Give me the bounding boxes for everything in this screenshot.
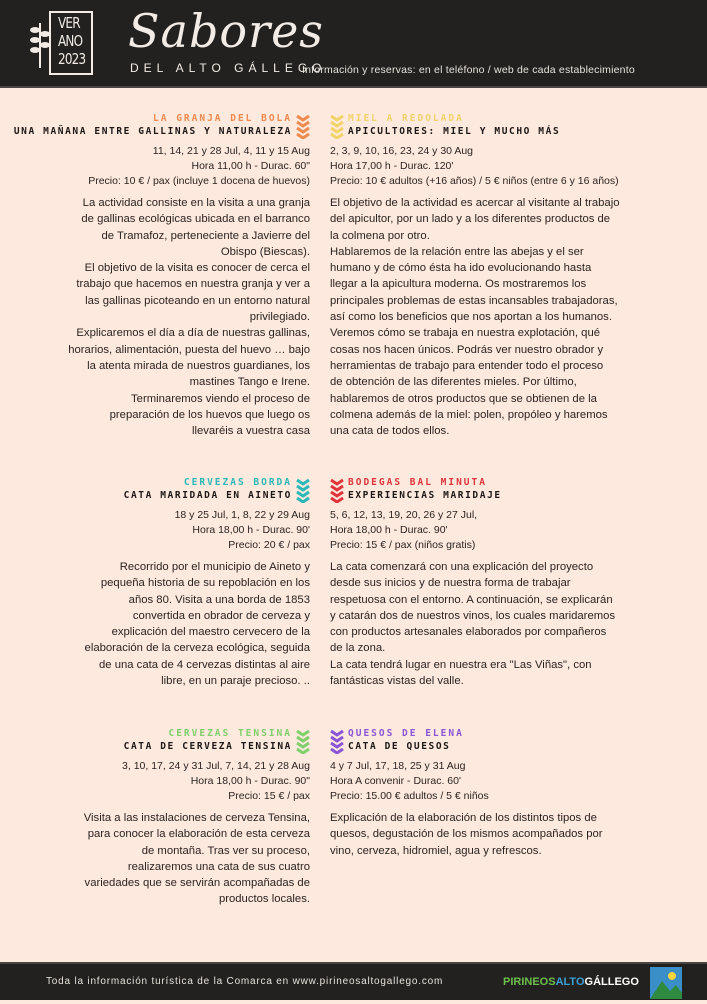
activity-details: 18 y 25 Jul, 1, 8, 22 y 29 Aug Hora 18,00 h - Durac. 90' Precio: 20 € / pax (174, 509, 310, 551)
wheat-icon (296, 113, 310, 139)
activity-brand: QUESOS DE ELENA (348, 728, 464, 739)
activity-brand: LA GRANJA DEL BOLA (153, 113, 292, 124)
activity-details: 2, 3, 9, 10, 16, 23, 24 y 30 Aug Hora 17,00 h - Durac. 120' Precio: 10 € adultos (+16 años) / 5 € niños (entre 6 y 16 años) (330, 145, 619, 187)
logo-part: ALTO (555, 976, 585, 988)
activity-description: El objetivo de la actividad es acercar al visitante al trabajo del apicultor, por un lado y a los diferentes productos de la colmena por otro. Hablaremos de la relación entre las abejas y el ser humano y de cómo ésta ha ido evolucionando hasta llegar a la apicultura moderna. Os mostraremos los principales problemas de estas incansables trabajadoras, así como los beneficios que nos aportan a los humanos. Veremos cómo se trabaja en nuestra explotación, qué cosas nos hacen únicos. Podrás ver nuestro obrador y herramientas de trabajo para entender todo el proceso de obtención de las diferentes mieles. Por último, hablaremos de otros productos que se obtienen de la colmena además de la miel: polen, propóleo y haremos una cata de todos ellos. (330, 197, 620, 438)
activity-details: 11, 14, 21 y 28 Jul, 4, 11 y 15 Aug Hora 11,00 h - Durac. 60" Precio: 10 € / pax (incluye 1 docena de huevos) (88, 145, 310, 187)
activity-title: CATA DE QUESOS (348, 741, 451, 752)
activity-brand: CERVEZAS BORDA (183, 477, 292, 488)
activity-details: 5, 6, 12, 13, 19, 20, 26 y 27 Jul, Hora 18,00 h - Durac. 90' Precio: 15 € / pax (niños gratis) (330, 509, 478, 551)
activity-header (330, 477, 615, 502)
page-subtitle: DEL ALTO GÁLLEGO (130, 61, 327, 75)
activity-card (330, 728, 603, 859)
activity-title: CATA DE CERVEZA TENSINA (123, 741, 292, 752)
logo-text: VER ANO 2023 (58, 14, 86, 68)
activity-card (330, 113, 619, 439)
mountain-sun-icon (650, 967, 682, 999)
activity-title: APICULTORES: MIEL Y MUCHO MÁS (348, 126, 561, 137)
activity-card (84, 728, 310, 908)
activity-details: 4 y 7 Jul, 17, 18, 25 y 31 Aug Hora A convenir - Durac. 60' Precio: 15.00 € adultos / 5 € niños (330, 760, 489, 802)
activity-header (14, 113, 310, 138)
header-banner (0, 0, 707, 88)
page-title: Sabores (128, 4, 324, 58)
activity-card (14, 113, 310, 439)
activity-header (330, 113, 619, 138)
activity-brand: CERVEZAS TENSINA (168, 728, 292, 739)
logo-part: PIRINEOS (503, 976, 556, 988)
activity-header (330, 728, 603, 753)
footer-text: Toda la información turística de la Comarca en www.pirineosaltogallego.com (46, 976, 444, 987)
activity-description: Explicación de la elaboración de los distintos tipos de quesos, degustación de los mismos acompañados por vino, cerveza, hidromiel, agua y refrescos. (330, 812, 603, 857)
activity-description: La actividad consiste en la visita a una granja de gallinas ecológicas ubicada en el barranco de Tramafoz, perteneciente a Javierre del Obispo (Biescas). El objetivo de la visita es conocer de cerca el trabajo que hacemos en nuestra granja y ver a las gallinas picoteando en un entorno natural privilegiado. Explicaremos el día a día de nuestras gallinas, horarios, alimentación, puesta del huevo … bajo la atenta mirada de nuestros guardianes, los mastines Tango e Irene. Terminaremos viendo el proceso de preparación de los huevos que luego os llevaréis a vuestra casa (68, 197, 310, 438)
leaf-icon (30, 18, 50, 68)
activity-brand: MIEL A REDOLADA (348, 113, 464, 124)
comarca-logo (503, 976, 639, 988)
activity-header (84, 728, 310, 753)
wheat-icon (330, 113, 344, 139)
wheat-icon (330, 477, 344, 503)
wheat-icon (330, 728, 344, 754)
activity-description: Visita a las instalaciones de cerveza Tensina, para conocer la elaboración de esta cerveza de montaña. Tras ver su proceso, realizaremos una cata de sus cuatro variedades que se servirán acompañadas de productos locales. (83, 812, 310, 906)
wheat-icon (296, 728, 310, 754)
activity-details: 3, 10, 17, 24 y 31 Jul, 7, 14, 21 y 28 Aug Hora 18,00 h - Durac. 90" Precio: 15 € / pax (122, 760, 310, 802)
logo-part: GÁLLEGO (584, 976, 639, 988)
activity-title: CATA MARIDADA EN AINETO (123, 490, 292, 501)
activity-card (85, 477, 310, 689)
wheat-icon (296, 477, 310, 503)
activity-description: Recorrido por el municipio de Aineto y pequeña historia de su repoblación en los años 80. Visita a una borda de 1853 convertida en obrador de cerveza y explicación del maestro cervecero de la elaboración de la cerveza ecológica, seguida de una cata de 4 cervezas distintas al aire libre, en un paraje precioso. .. (84, 561, 310, 688)
activity-description: La cata comenzará con una explicación del proyecto desde sus inicios y de nuestra forma de trabajar respetuosa con el entorno. A continuación, se explicarán y catarán dos de nuestros vinos, los cuales maridaremos con productos artesanales elaborados por compañeros de la zona. La cata tendrá lugar en nuestra era "Las Viñas", con fantásticas vistas del valle. (330, 561, 616, 688)
activity-brand: BODEGAS BAL MINUTA (348, 477, 487, 488)
info-text: Información y reservas: en el teléfono / web de cada establecimiento (302, 64, 635, 76)
activity-title: EXPERIENCIAS MARIDAJE (348, 490, 502, 501)
activity-title: UNA MAÑANA ENTRE GALLINAS Y NATURALEZA (13, 126, 292, 137)
footer (0, 962, 707, 1000)
activity-header (85, 477, 310, 502)
activity-card (330, 477, 615, 689)
